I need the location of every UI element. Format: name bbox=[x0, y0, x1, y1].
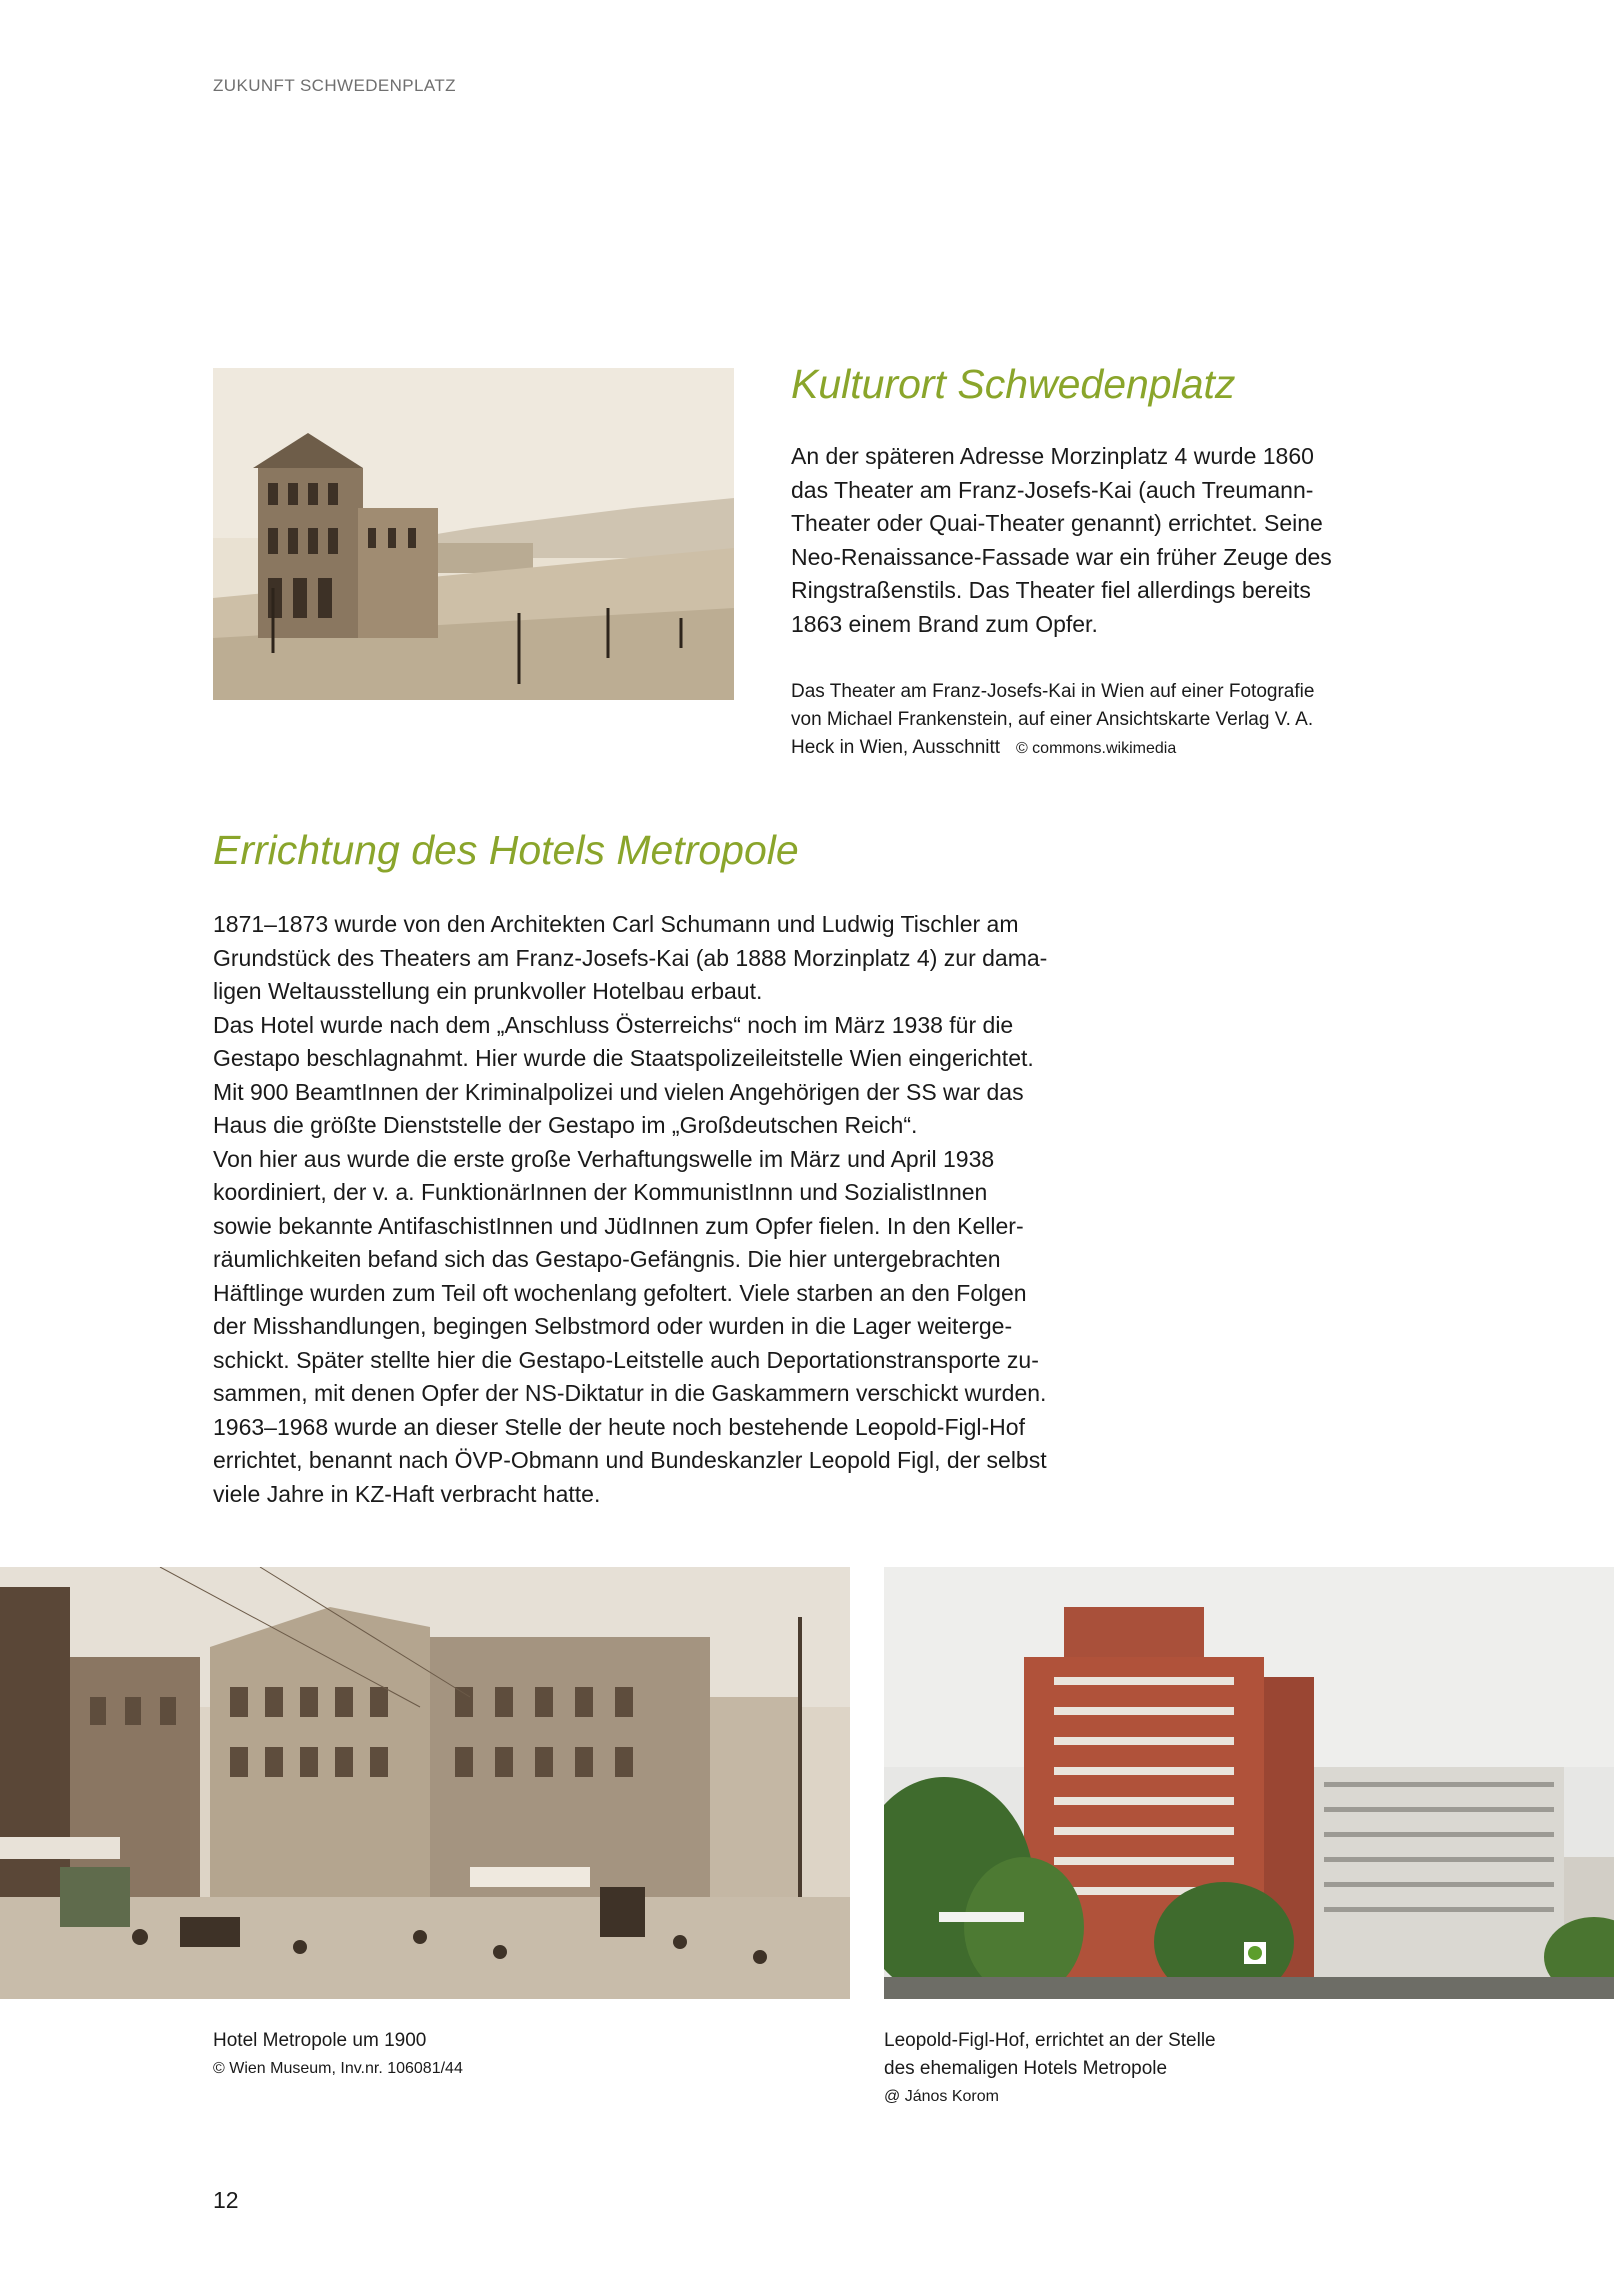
theater-photo bbox=[213, 368, 734, 700]
section-heading-metropole: Errichtung des Hotels Metropole bbox=[213, 827, 799, 873]
caption-credit: © Wien Museum, Inv.nr. 106081/44 bbox=[213, 2060, 463, 2077]
leopold-figl-hof-photo bbox=[884, 1567, 1614, 1999]
page-number: 12 bbox=[213, 2187, 239, 2213]
paragraph-line: ligen Weltausstellung ein prunkvoller Hotelbau erbaut. bbox=[213, 978, 763, 1004]
paragraph-line: 1871–1873 wurde von den Architekten Carl Schumann und Ludwig Tischler am bbox=[213, 911, 1019, 937]
caption-line: Leopold-Figl-Hof, errichtet an der Stelle bbox=[884, 2030, 1216, 2051]
caption-credit: @ János Korom bbox=[884, 2088, 999, 2105]
paragraph-line: koordiniert, der v. a. FunktionärInnen der KommunistInnn und SozialistInnen bbox=[213, 1179, 988, 1205]
paragraph-line: schickt. Später stellte hier die Gestapo-Leitstelle auch Deportationstransporte zu- bbox=[213, 1346, 1039, 1373]
theater-photo-caption bbox=[791, 678, 1314, 763]
caption-line: Hotel Metropole um 1900 bbox=[213, 2030, 427, 2051]
paragraph-line: An der späteren Adresse Morzinplatz 4 wurde 1860 bbox=[791, 443, 1314, 469]
paragraph-line: räumlichkeiten befand sich das Gestapo-Gefängnis. Die hier untergebrachten bbox=[213, 1246, 1001, 1272]
leopold-figl-hof-caption bbox=[884, 2027, 1216, 2111]
hotel-metropole-caption bbox=[213, 2027, 463, 2083]
paragraph-line: Das Hotel wurde nach dem „Anschluss Österreichs“ noch im März 1938 für die bbox=[213, 1011, 1014, 1038]
paragraph-line: Grundstück des Theaters am Franz-Josefs-Kai (ab 1888 Morzinplatz 4) zur dama- bbox=[213, 944, 1048, 971]
paragraph-line: errichtet, benannt nach ÖVP-Obmann und Bundeskanzler Leopold Figl, der selbst bbox=[213, 1447, 1047, 1473]
kulturort-paragraph bbox=[791, 440, 1332, 641]
paragraph-line: Häftlinge wurden zum Teil oft wochenlang gefoltert. Viele starben an den Folgen bbox=[213, 1279, 1027, 1306]
caption-credit: © commons.wikimedia bbox=[1015, 740, 1177, 757]
paragraph-line: Neo-Renaissance-Fassade war ein früher Zeuge des bbox=[791, 543, 1332, 570]
paragraph-line: Gestapo beschlagnahmt. Hier wurde die Staatspolizeileitstelle Wien eingerichtet. bbox=[213, 1045, 1034, 1071]
paragraph-line: Haus die größte Dienststelle der Gestapo im „Großdeutschen Reich“. bbox=[213, 1112, 918, 1138]
section-heading-kulturort: Kulturort Schwedenplatz bbox=[791, 361, 1236, 407]
paragraph-line: Ringstraßenstils. Das Theater fiel allerdings bereits bbox=[791, 577, 1311, 603]
caption-line: von Michael Frankenstein, auf einer Ansichtskarte Verlag V. A. bbox=[791, 709, 1314, 730]
metropole-paragraph bbox=[213, 908, 1047, 1511]
running-header: ZUKUNFT SCHWEDENPLATZ bbox=[213, 76, 456, 95]
paragraph-line: das Theater am Franz-Josefs-Kai (auch Treumann- bbox=[791, 476, 1314, 503]
paragraph-line: sammen, mit denen Opfer der NS-Diktatur in die Gaskammern verschickt wurden. bbox=[213, 1380, 1047, 1406]
paragraph-line: 1963–1968 wurde an dieser Stelle der heute noch bestehende Leopold-Figl-Hof bbox=[213, 1413, 1025, 1440]
paragraph-line: Von hier aus wurde die erste große Verhaftungswelle im März und April 1938 bbox=[213, 1145, 995, 1172]
hotel-metropole-photo bbox=[0, 1567, 850, 1999]
caption-line: des ehemaligen Hotels Metropole bbox=[884, 2058, 1168, 2079]
caption-line: Das Theater am Franz-Josefs-Kai in Wien auf einer Fotografie bbox=[791, 681, 1315, 702]
paragraph-line: viele Jahre in KZ-Haft verbracht hatte. bbox=[213, 1480, 601, 1507]
paragraph-line: der Misshandlungen, begingen Selbstmord oder wurden in die Lager weiterge- bbox=[213, 1313, 1013, 1339]
caption-line bbox=[791, 734, 1314, 763]
paragraph-line: Theater oder Quai-Theater genannt) errichtet. Seine bbox=[791, 510, 1323, 536]
paragraph-line: Mit 900 BeamtInnen der Kriminalpolizei und vielen Angehörigen der SS war das bbox=[213, 1078, 1024, 1105]
paragraph-line: 1863 einem Brand zum Opfer. bbox=[791, 610, 1098, 637]
caption-last: Heck in Wien, Ausschnitt bbox=[791, 737, 1001, 758]
paragraph-line: sowie bekannte AntifaschistInnen und JüdInnen zum Opfer fielen. In den Keller- bbox=[213, 1212, 1024, 1239]
